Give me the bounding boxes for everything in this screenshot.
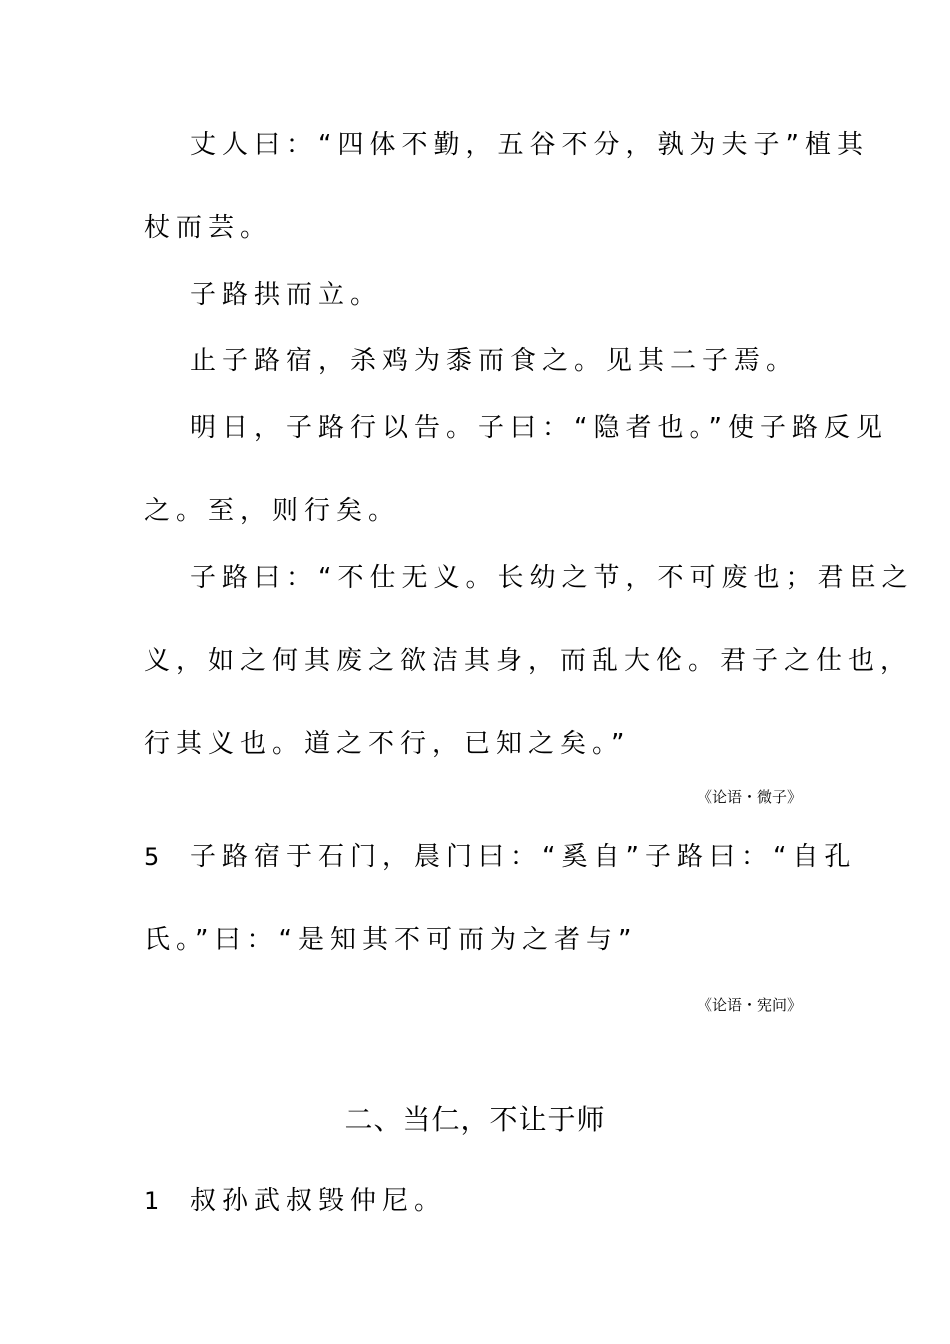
text-line: 之。至，则行矣。 (144, 496, 401, 526)
item-number: 1 (144, 1187, 160, 1215)
text-line: 子路拱而立。 (190, 280, 383, 310)
text-line: 明日，子路行以告。子曰：“隐者也。”使子路反见 (190, 413, 888, 443)
text-line: 氏。”曰：“是知其不可而为之者与” (144, 925, 638, 955)
text-line: 子路曰：“不仕无义。长幼之节，不可废也；君臣之 (190, 563, 914, 593)
text-line: 子路宿于石门，晨门曰：“奚自”子路曰：“自孔 (190, 842, 857, 872)
text-line: 行其义也。道之不行，已知之矣。” (144, 729, 631, 759)
text-line: 叔孙武叔毁仲尼。 (190, 1186, 447, 1216)
text-line: 杖而芸。 (144, 213, 273, 243)
section-heading: 二、当仁，不让于师 (344, 1103, 606, 1136)
text-line: 义，如之何其废之欲洁其身，而乱大伦。君子之仕也， (144, 646, 913, 676)
item-number: 5 (144, 843, 160, 871)
text-line: 丈人曰：“四体不勤，五谷不分，孰为夫子”植其 (190, 130, 869, 160)
text-line: 止子路宿，杀鸡为黍而食之。见其二子焉。 (190, 346, 799, 376)
source-citation: 《论语・宪问》 (696, 996, 802, 1014)
source-citation: 《论语・微子》 (696, 788, 802, 806)
